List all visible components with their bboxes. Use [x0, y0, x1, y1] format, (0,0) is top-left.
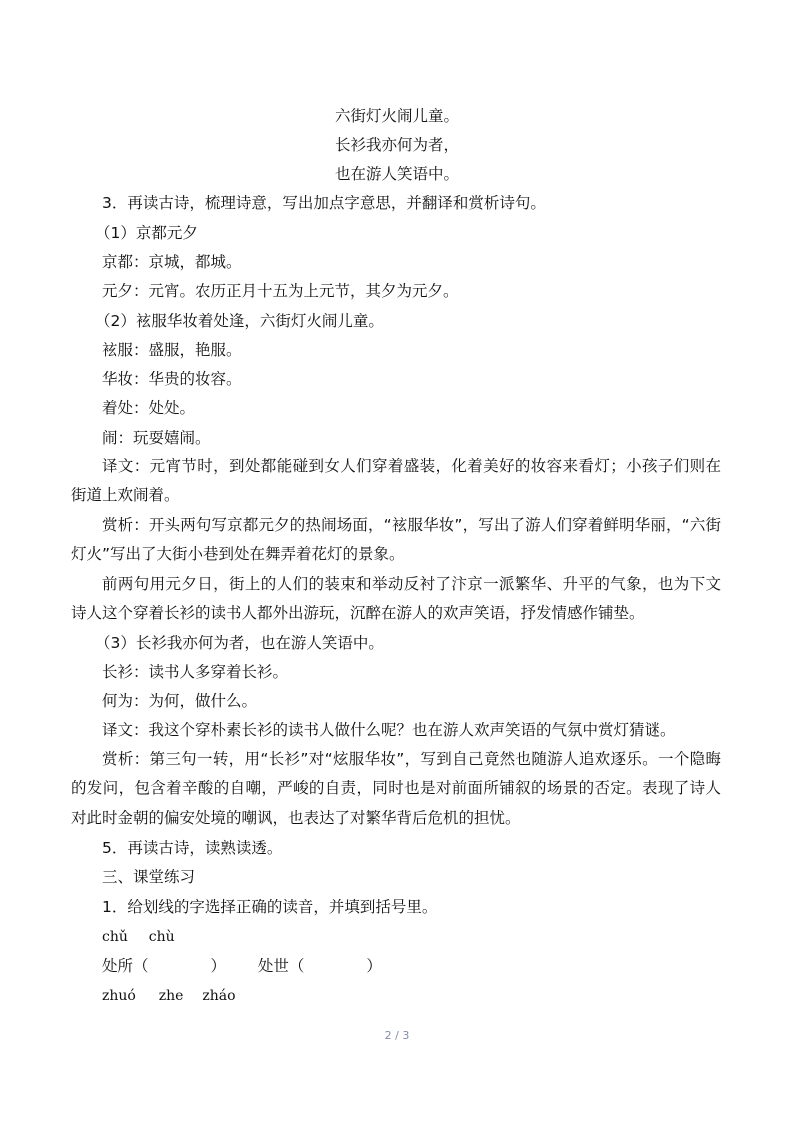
exercise-1-item-row [102, 956, 382, 976]
section-2-title: （2）袨服华妆着处逢，六街灯火闹儿童。 [95, 312, 384, 330]
exercise-1-title: 1．给划线的字选择正确的读音，并填到括号里。 [102, 898, 438, 916]
section-3-analysis: 赏析：第三句一转，用“长衫”对“炫服华妆”，写到自己竟然也随游人追欢逐乐。一个隐晦的发问，包含着辛酸的自嘲，严峻的自责，同时也是对前面所铺叙的场景的否定。表现了诗人对此时金朝的偏安处境的嘲讽，也表达了对繁华背后危机的担忧。 [71, 750, 721, 827]
poem-line-3: 也在游人笑语中。 [334, 165, 459, 183]
section-2-analysis-continued: 前两句用元夕日，街上的人们的装束和举动反衬了汴京一派繁华、升平的气象，也为下文诗人这个穿着长衫的读书人都外出游玩，沉醉在游人的欢声笑语，抒发情感作铺垫。 [71, 575, 721, 623]
answer-blank-1-close: ） [210, 957, 227, 975]
section-3-translation: 译文：我这个穿朴素长衫的读书人做什么呢？也在游人欢声笑语的气氛中赏灯猜谜。 [102, 721, 676, 739]
gloss-huazhuang: 华妆：华贵的妆容。 [102, 370, 242, 388]
word-chushi: 处世（ [257, 957, 305, 975]
pinyin-row-2 [102, 986, 236, 1006]
pinyin-zhao2: zháo [202, 988, 236, 1004]
pinyin-zhe: zhe [158, 988, 184, 1004]
word-chusuo: 处所（ [102, 957, 149, 975]
section-1-title: （1）京都元夕 [95, 224, 198, 242]
poem-line-2: 长衫我亦何为者， [334, 136, 459, 154]
gloss-yuanxi: 元夕：元宵。农历正月十五为上元节，其夕为元夕。 [102, 282, 459, 300]
section-3-title: （3）长衫我亦何为者，也在游人笑语中。 [95, 634, 384, 652]
question-5: 5．再读古诗，读熟读透。 [102, 839, 283, 857]
poem-line-1: 六街灯火闹儿童。 [334, 107, 459, 125]
pinyin-zhuo2: zhuó [102, 988, 136, 1004]
gloss-jingdu: 京都：京城，都城。 [102, 253, 242, 271]
answer-blank-2-close: ） [366, 957, 382, 975]
pinyin-row-1 [102, 927, 175, 947]
section-2-translation: 译文：元宵节时，到处都能碰到女人们穿着盛装，化着美好的妆容来看灯；小孩子们则在街道上欢闹着。 [71, 457, 721, 505]
section-2-analysis: 赏析：开头两句写京都元夕的热闹场面，“袨服华妆”，写出了游人们穿着鲜明华丽，“六街灯火”写出了大街小巷到处在舞弄着花灯的景象。 [71, 516, 721, 564]
gloss-xuanfu: 袨服：盛服，艳服。 [102, 341, 242, 359]
gloss-changshan: 长衫：读书人多穿着长衫。 [102, 663, 289, 681]
page-number: 2 / 3 [384, 1029, 410, 1042]
gloss-nao: 闹：玩耍嬉闹。 [102, 429, 211, 447]
section-3-heading: 三、课堂练习 [102, 868, 196, 886]
pinyin-chu4: chù [148, 929, 175, 945]
question-3-title: 3．再读古诗，梳理诗意，写出加点字意思，并翻译和赏析诗句。 [102, 194, 546, 212]
pinyin-chu3: chǔ [102, 929, 128, 945]
gloss-zhuochu: 着处：处处。 [102, 399, 196, 417]
gloss-hewei: 何为：为何，做什么。 [102, 692, 258, 710]
